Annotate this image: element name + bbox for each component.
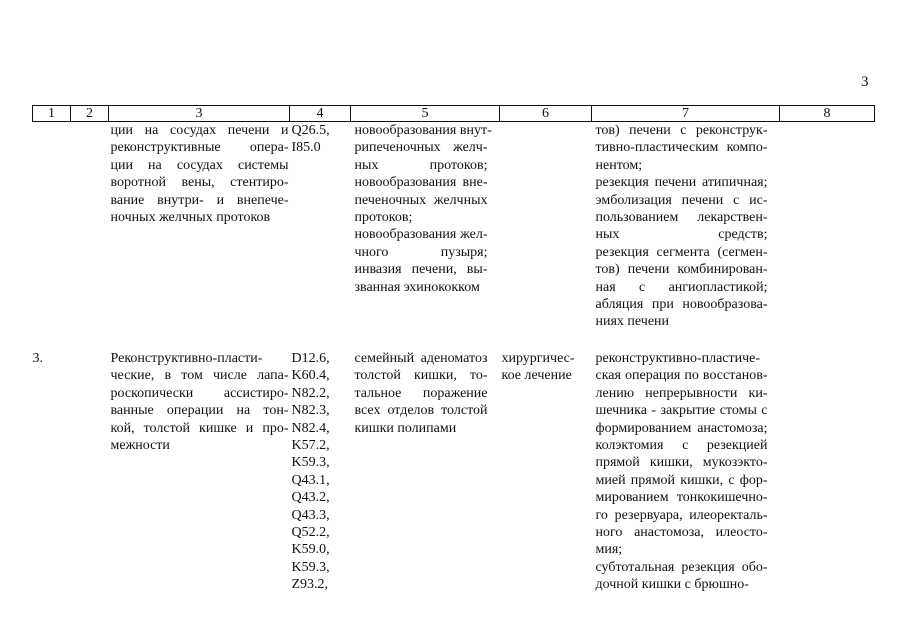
text-line: лению непрерывности ки- — [595, 385, 768, 401]
icd-codes-cell — [290, 350, 351, 594]
text-line: реконструктивно-пластиче- — [595, 350, 761, 366]
text-line: го резервуара, илеоректаль- — [595, 507, 768, 523]
text-line: Q43.3, — [291, 507, 330, 523]
text-line: реконструктивные опера- — [110, 140, 289, 156]
treatment-type-cell — [500, 350, 592, 594]
row-number — [33, 122, 71, 331]
method-cell — [592, 350, 780, 594]
text-line: всех отделов толстой — [354, 403, 488, 419]
text-line: субтотальная резекция обо- — [595, 559, 768, 575]
row-number: 3. — [32, 350, 43, 366]
row-spacer — [33, 331, 875, 350]
diagnosis-cell — [351, 122, 500, 331]
text-line: ная с ангиопластикой; — [595, 279, 768, 295]
text-line: Реконструктивно-пласти- — [110, 350, 263, 366]
text-line: шечника - закрытие стомы с — [595, 403, 768, 419]
data-table — [32, 105, 875, 594]
column-header-2: 2 — [71, 106, 109, 122]
treatment-type-cell — [500, 122, 592, 331]
text-line: K59.0, — [291, 542, 330, 558]
text-line: званная эхинококком — [354, 279, 480, 295]
text-line: ческие, в том числе лапа- — [110, 368, 289, 384]
text-line: ного анастомоза, илеосто- — [595, 524, 768, 540]
text-line: N82.3, — [291, 403, 330, 419]
text-line: ванные операции на тон- — [110, 403, 289, 419]
text-line: эмболизация печени с ис- — [595, 192, 768, 208]
column-header-7: 7 — [592, 106, 780, 122]
text-line: абляция при новообразова- — [595, 297, 768, 313]
text-line: тальное поражение — [354, 385, 488, 401]
text-line: K59.3, — [291, 559, 330, 575]
text-line: резекция сегмента (сегмен- — [595, 244, 768, 260]
text-line: резекция печени атипичная; — [595, 175, 768, 191]
text-line: новообразования внут- — [354, 123, 492, 138]
text-line: тов) печени с реконструк- — [595, 123, 768, 138]
col-2-cell — [71, 122, 109, 331]
text-line: вание внутри- и внепече- — [110, 192, 289, 208]
text-line: воротной вены, стентиро- — [110, 175, 289, 191]
text-line: тивно-пластическим компо- — [595, 140, 768, 156]
text-line: новообразования вне- — [354, 175, 488, 191]
text-line: ных протоков; — [354, 157, 488, 173]
methods-group-cell — [109, 350, 290, 594]
text-line: чного пузыря; — [354, 244, 488, 260]
text-line: роскопически ассистиро- — [110, 385, 289, 401]
page-number: 3 — [861, 74, 869, 90]
text-line: K57.2, — [291, 437, 330, 453]
text-line: N82.2, — [291, 385, 330, 401]
text-line: тов) печени комбинирован- — [595, 262, 768, 278]
text-line: семейный аденоматоз — [354, 350, 488, 366]
text-line: ных средств; — [595, 227, 768, 243]
text-line: K59.3, — [291, 455, 330, 471]
text-line: ции на сосудах системы — [110, 157, 289, 173]
text-line: Z93.2, — [291, 577, 329, 593]
text-line: N82.4, — [291, 420, 330, 436]
icd-codes-cell — [290, 122, 351, 331]
text-line: печеночных желчных — [354, 192, 488, 208]
diagnosis-cell — [351, 350, 500, 594]
text-line: инвазия печени, вы- — [354, 262, 488, 278]
text-line: колэктомия с резекцией — [595, 437, 768, 453]
col-8-cell — [780, 122, 875, 331]
text-line: ночных желчных протоков — [110, 210, 271, 226]
text-line: кишки полипами — [354, 420, 457, 436]
text-line: Q43.1, — [291, 472, 330, 488]
text-line: дочной кишки с брюшно- — [595, 577, 749, 593]
text-line: D12.6, — [291, 350, 330, 366]
text-line: межности — [110, 437, 170, 453]
text-line: ции на сосудах печени и — [110, 123, 289, 138]
column-header-3: 3 — [109, 106, 290, 122]
text-line: кой, толстой кишке и про- — [110, 420, 289, 436]
col-8-cell — [780, 350, 875, 594]
text-line: мией прямой кишки, с фор- — [595, 472, 768, 488]
text-line: K60.4, — [291, 368, 330, 384]
column-header-5: 5 — [351, 106, 500, 122]
text-line: хирургичес- — [501, 350, 575, 366]
column-header-6: 6 — [500, 106, 592, 122]
table-header-row — [33, 106, 875, 122]
column-header-1: 1 — [33, 106, 71, 122]
column-header-4: 4 — [290, 106, 351, 122]
text-line: рипеченочных желч- — [354, 140, 488, 156]
table-row — [33, 350, 875, 594]
text-line: I85.0 — [291, 140, 321, 156]
text-line: прямой кишки, мукозэкто- — [595, 455, 768, 471]
text-line: ниях печени — [595, 314, 670, 330]
text-line: протоков; — [354, 210, 413, 226]
table-row — [33, 122, 875, 331]
method-cell — [592, 122, 780, 331]
text-line: мия; — [595, 542, 623, 558]
col-2-cell — [71, 350, 109, 594]
text-line: толстой кишки, то- — [354, 368, 488, 384]
text-line: кое лечение — [501, 368, 572, 384]
column-header-8: 8 — [780, 106, 875, 122]
text-line: новообразования жел- — [354, 227, 488, 243]
methods-group-cell — [109, 122, 290, 331]
text-line: Q43.2, — [291, 490, 330, 506]
text-line: Q26.5, — [291, 123, 330, 138]
text-line: ская операция по восстанов- — [595, 368, 768, 384]
text-line: формированием анастомоза; — [595, 420, 768, 436]
text-line: Q52.2, — [291, 524, 330, 540]
text-line: пользованием лекарствен- — [595, 210, 768, 226]
text-line: нентом; — [595, 157, 643, 173]
text-line: мированием тонкокишечно- — [595, 490, 768, 506]
